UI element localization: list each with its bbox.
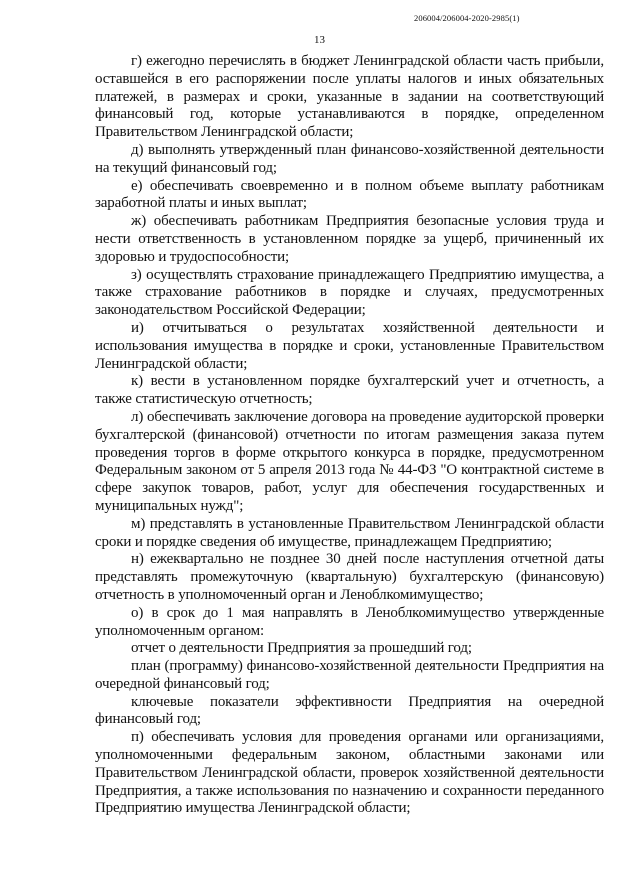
paragraph-o-item-report: отчет о деятельности Предприятия за прошедший год; [131, 640, 472, 657]
paragraph-z: з) осуществлять страхование принадлежащего Предприятию имущества, а также страхование работников в порядке и случаях, предусмотренных законодательством Российской Федерации; [95, 266, 604, 319]
paragraph-g: г) ежегодно перечислять в бюджет Ленинградской области часть прибыли, оставшейся в его распоряжении после уплаты налогов и иных обязательных платежей, в размерах и сроки, указанные в задании на соответствующий финансовый год, которые устанавливаются в порядке, определенном Правительством Ленинградской области; [95, 53, 604, 141]
paragraph-p: п) обеспечивать условия для проведения органами или организациями, уполномоченными федеральным законом, областными законами или Правительством Ленинградской области, проверок хозяйственной деятельности Предприятия, а также использования по назначению и сохранности переданного Предприятию имущества Ленинградской области; [95, 729, 604, 817]
paragraph-m: м) представлять в установленные Правительством Ленинградской области сроки и порядке сведения об имуществе, принадлежащем Предприятию; [95, 515, 604, 550]
paragraph-l: л) обеспечивать заключение договора на проведение аудиторской проверки бухгалтерской (финансовой) отчетности по итогам размещения заказа путем проведения торгов в форме открытого конкурса в порядке, предусмотренном Федеральным законом от 5 апреля 2013 года № 44-ФЗ "О контрактной системе в сфере закупок товаров, работ, услуг для обеспечения государственных и муниципальных нужд"; [95, 408, 604, 514]
page-number: 13 [314, 34, 325, 46]
paragraph-k: к) вести в установленном порядке бухгалтерский учет и отчетность, а также статистическую отчетность; [95, 373, 604, 408]
paragraph-e: е) обеспечивать своевременно и в полном объеме выплату работникам заработной платы и иных выплат; [95, 177, 604, 212]
paragraph-d: д) выполнять утвержденный план финансово-хозяйственной деятельности на текущий финансовый год; [95, 141, 604, 176]
paragraph-o: о) в срок до 1 мая направлять в Леноблкомимущество утвержденные уполномоченным органом: [95, 604, 604, 639]
document-body [95, 53, 604, 818]
paragraph-zh: ж) обеспечивать работникам Предприятия безопасные условия труда и нести ответственность в установленном порядке за ущерб, причиненный их здоровью и трудоспособности; [95, 213, 604, 265]
paragraph-o-item-kpi: ключевые показатели эффективности Предприятия на очередной финансовый год; [95, 693, 604, 728]
paragraph-i: и) отчитываться о результатах хозяйственной деятельности и использования имущества в порядке и сроки, установленные Правительством Ленинградской области; [95, 319, 604, 372]
paragraph-o-item-plan: план (программу) финансово-хозяйственной деятельности Предприятия на очередной финансовый год; [95, 658, 604, 692]
paragraph-n: н) ежеквартально не позднее 30 дней после наступления отчетной даты представлять промежуточную (квартальную) бухгалтерскую (финансовую) отчетность в уполномоченный орган и Леноблкомимущество; [95, 551, 604, 603]
document-id: 206004/206004-2020-2985(1) [414, 13, 520, 23]
